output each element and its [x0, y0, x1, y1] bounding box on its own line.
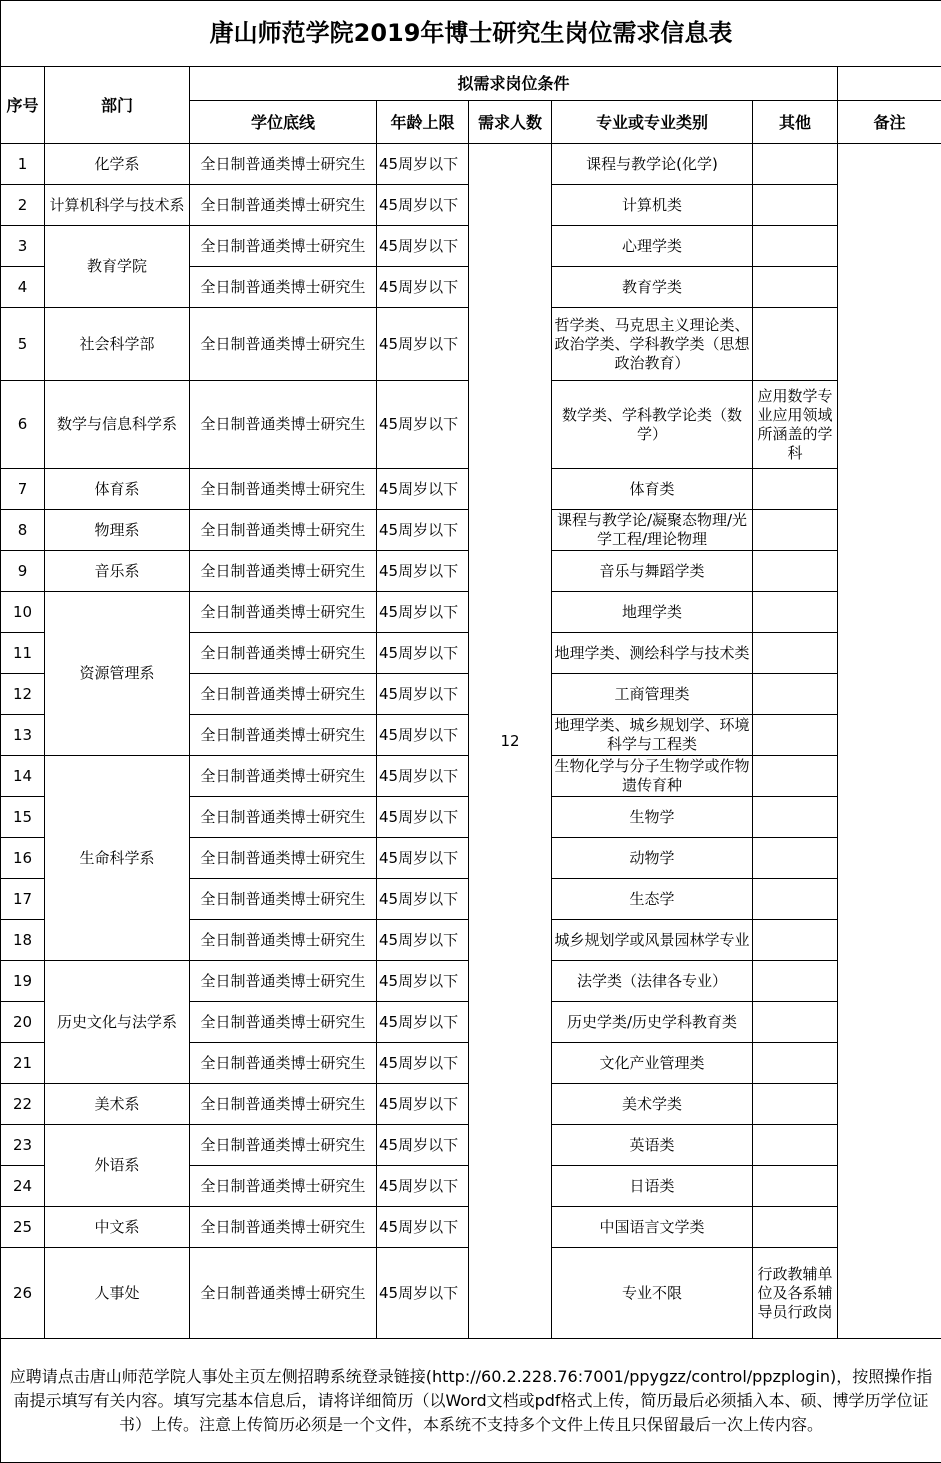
row-number: 8: [1, 510, 45, 551]
row-number: 3: [1, 226, 45, 267]
department: 数学与信息科学系: [45, 381, 190, 469]
major: 专业不限: [552, 1248, 753, 1339]
other-requirement: [753, 226, 838, 267]
age-limit: 45周岁以下: [377, 308, 469, 381]
degree-requirement: 全日制普通类博士研究生: [190, 1125, 377, 1166]
other-requirement: [753, 879, 838, 920]
degree-requirement: 全日制普通类博士研究生: [190, 1166, 377, 1207]
row-number: 5: [1, 308, 45, 381]
header-degree: 学位底线: [190, 101, 377, 144]
other-requirement: [753, 756, 838, 797]
required-count: 12: [469, 144, 552, 1339]
department: 中文系: [45, 1207, 190, 1248]
degree-requirement: 全日制普通类博士研究生: [190, 715, 377, 756]
other-requirement: [753, 961, 838, 1002]
row-number: 14: [1, 756, 45, 797]
major: 文化产业管理类: [552, 1043, 753, 1084]
age-limit: 45周岁以下: [377, 1002, 469, 1043]
age-limit: 45周岁以下: [377, 551, 469, 592]
row-number: 19: [1, 961, 45, 1002]
remark: [838, 144, 941, 1339]
header-group: 拟需求岗位条件: [190, 67, 838, 101]
other-requirement: 应用数学专业应用领域所涵盖的学科: [753, 381, 838, 469]
department: 美术系: [45, 1084, 190, 1125]
other-requirement: [753, 715, 838, 756]
row-number: 21: [1, 1043, 45, 1084]
age-limit: 45周岁以下: [377, 1207, 469, 1248]
row-number: 24: [1, 1166, 45, 1207]
department: 社会科学部: [45, 308, 190, 381]
degree-requirement: 全日制普通类博士研究生: [190, 838, 377, 879]
other-requirement: [753, 1125, 838, 1166]
other-requirement: [753, 1207, 838, 1248]
other-requirement: [753, 1043, 838, 1084]
other-requirement: [753, 469, 838, 510]
other-requirement: [753, 144, 838, 185]
row-number: 7: [1, 469, 45, 510]
header-age: 年龄上限: [377, 101, 469, 144]
row-number: 6: [1, 381, 45, 469]
degree-requirement: 全日制普通类博士研究生: [190, 1248, 377, 1339]
footer-note: 应聘请点击唐山师范学院人事处主页左侧招聘系统登录链接(http://60.2.228.76:7001/ppygzz/control/ppzplogin)，按照操作指南提示填写有关内容。填写完基本信息后，请将详细简历（以Word文档或pdf格式上传，简历最后必须插入本、硕、博学历学位证书）上传。注意上传简历必须是一个文件，本系统不支持多个文件上传且只保留最后一次上传内容。: [1, 1339, 941, 1463]
row-number: 13: [1, 715, 45, 756]
major: 教育学类: [552, 267, 753, 308]
degree-requirement: 全日制普通类博士研究生: [190, 1207, 377, 1248]
major: 中国语言文学类: [552, 1207, 753, 1248]
age-limit: 45周岁以下: [377, 469, 469, 510]
row-number: 26: [1, 1248, 45, 1339]
row-number: 17: [1, 879, 45, 920]
degree-requirement: 全日制普通类博士研究生: [190, 226, 377, 267]
row-number: 12: [1, 674, 45, 715]
major: 法学类（法律各专业）: [552, 961, 753, 1002]
row-number: 15: [1, 797, 45, 838]
degree-requirement: 全日制普通类博士研究生: [190, 920, 377, 961]
other-requirement: [753, 510, 838, 551]
age-limit: 45周岁以下: [377, 381, 469, 469]
major: 生物学: [552, 797, 753, 838]
department: 物理系: [45, 510, 190, 551]
other-requirement: [753, 308, 838, 381]
row-number: 11: [1, 633, 45, 674]
major: 日语类: [552, 1166, 753, 1207]
age-limit: 45周岁以下: [377, 592, 469, 633]
department: 人事处: [45, 1248, 190, 1339]
row-number: 25: [1, 1207, 45, 1248]
age-limit: 45周岁以下: [377, 185, 469, 226]
row-number: 20: [1, 1002, 45, 1043]
header-remark: 备注: [838, 101, 941, 144]
degree-requirement: 全日制普通类博士研究生: [190, 144, 377, 185]
major: 课程与教学论/凝聚态物理/光学工程/理论物理: [552, 510, 753, 551]
header-dept: 部门: [45, 67, 190, 144]
department: 音乐系: [45, 551, 190, 592]
major: 计算机类: [552, 185, 753, 226]
degree-requirement: 全日制普通类博士研究生: [190, 308, 377, 381]
other-requirement: [753, 592, 838, 633]
degree-requirement: 全日制普通类博士研究生: [190, 1084, 377, 1125]
row-number: 1: [1, 144, 45, 185]
header-empty-cell: [838, 67, 941, 101]
major: 地理学类: [552, 592, 753, 633]
other-requirement: [753, 633, 838, 674]
department: 计算机科学与技术系: [45, 185, 190, 226]
degree-requirement: 全日制普通类博士研究生: [190, 267, 377, 308]
other-requirement: [753, 185, 838, 226]
degree-requirement: 全日制普通类博士研究生: [190, 185, 377, 226]
degree-requirement: 全日制普通类博士研究生: [190, 381, 377, 469]
other-requirement: [753, 797, 838, 838]
major: 心理学类: [552, 226, 753, 267]
major: 动物学: [552, 838, 753, 879]
degree-requirement: 全日制普通类博士研究生: [190, 592, 377, 633]
other-requirement: [753, 1002, 838, 1043]
age-limit: 45周岁以下: [377, 1043, 469, 1084]
age-limit: 45周岁以下: [377, 961, 469, 1002]
other-requirement: [753, 674, 838, 715]
department: 历史文化与法学系: [45, 961, 190, 1084]
other-requirement: [753, 551, 838, 592]
age-limit: 45周岁以下: [377, 879, 469, 920]
major: 城乡规划学或风景园林学专业: [552, 920, 753, 961]
other-requirement: [753, 920, 838, 961]
other-requirement: 行政教辅单位及各系辅导员行政岗: [753, 1248, 838, 1339]
row-number: 2: [1, 185, 45, 226]
major: 地理学类、测绘科学与技术类: [552, 633, 753, 674]
degree-requirement: 全日制普通类博士研究生: [190, 879, 377, 920]
department: 生命科学系: [45, 756, 190, 961]
row-number: 10: [1, 592, 45, 633]
age-limit: 45周岁以下: [377, 1166, 469, 1207]
degree-requirement: 全日制普通类博士研究生: [190, 510, 377, 551]
major: 英语类: [552, 1125, 753, 1166]
degree-requirement: 全日制普通类博士研究生: [190, 961, 377, 1002]
row-number: 23: [1, 1125, 45, 1166]
major: 生物化学与分子生物学或作物遗传育种: [552, 756, 753, 797]
degree-requirement: 全日制普通类博士研究生: [190, 551, 377, 592]
age-limit: 45周岁以下: [377, 838, 469, 879]
age-limit: 45周岁以下: [377, 756, 469, 797]
table-row: [1, 144, 941, 185]
major: 地理学类、城乡规划学、环境科学与工程类: [552, 715, 753, 756]
row-number: 22: [1, 1084, 45, 1125]
department: 教育学院: [45, 226, 190, 308]
header-major: 专业或专业类别: [552, 101, 753, 144]
major: 工商管理类: [552, 674, 753, 715]
major: 哲学类、马克思主义理论类、政治学类、学科教学类（思想政治教育）: [552, 308, 753, 381]
age-limit: 45周岁以下: [377, 226, 469, 267]
age-limit: 45周岁以下: [377, 633, 469, 674]
age-limit: 45周岁以下: [377, 920, 469, 961]
major: 历史学类/历史学科教育类: [552, 1002, 753, 1043]
row-number: 4: [1, 267, 45, 308]
row-number: 9: [1, 551, 45, 592]
age-limit: 45周岁以下: [377, 510, 469, 551]
age-limit: 45周岁以下: [377, 797, 469, 838]
major: 美术学类: [552, 1084, 753, 1125]
other-requirement: [753, 1166, 838, 1207]
header-other: 其他: [753, 101, 838, 144]
age-limit: 45周岁以下: [377, 267, 469, 308]
major: 生态学: [552, 879, 753, 920]
degree-requirement: 全日制普通类博士研究生: [190, 1043, 377, 1084]
age-limit: 45周岁以下: [377, 674, 469, 715]
row-number: 18: [1, 920, 45, 961]
department: 体育系: [45, 469, 190, 510]
degree-requirement: 全日制普通类博士研究生: [190, 797, 377, 838]
age-limit: 45周岁以下: [377, 144, 469, 185]
major: 体育类: [552, 469, 753, 510]
major: 课程与教学论(化学): [552, 144, 753, 185]
other-requirement: [753, 1084, 838, 1125]
other-requirement: [753, 267, 838, 308]
degree-requirement: 全日制普通类博士研究生: [190, 1002, 377, 1043]
age-limit: 45周岁以下: [377, 1125, 469, 1166]
major: 音乐与舞蹈学类: [552, 551, 753, 592]
degree-requirement: 全日制普通类博士研究生: [190, 469, 377, 510]
department: 资源管理系: [45, 592, 190, 756]
age-limit: 45周岁以下: [377, 715, 469, 756]
row-number: 16: [1, 838, 45, 879]
age-limit: 45周岁以下: [377, 1248, 469, 1339]
degree-requirement: 全日制普通类博士研究生: [190, 756, 377, 797]
header-no: 序号: [1, 67, 45, 144]
degree-requirement: 全日制普通类博士研究生: [190, 674, 377, 715]
major: 数学类、学科教学论类（数学）: [552, 381, 753, 469]
degree-requirement: 全日制普通类博士研究生: [190, 633, 377, 674]
department: 化学系: [45, 144, 190, 185]
header-count: 需求人数: [469, 101, 552, 144]
other-requirement: [753, 838, 838, 879]
department: 外语系: [45, 1125, 190, 1207]
age-limit: 45周岁以下: [377, 1084, 469, 1125]
table-title: 唐山师范学院2019年博士研究生岗位需求信息表: [1, 1, 941, 67]
